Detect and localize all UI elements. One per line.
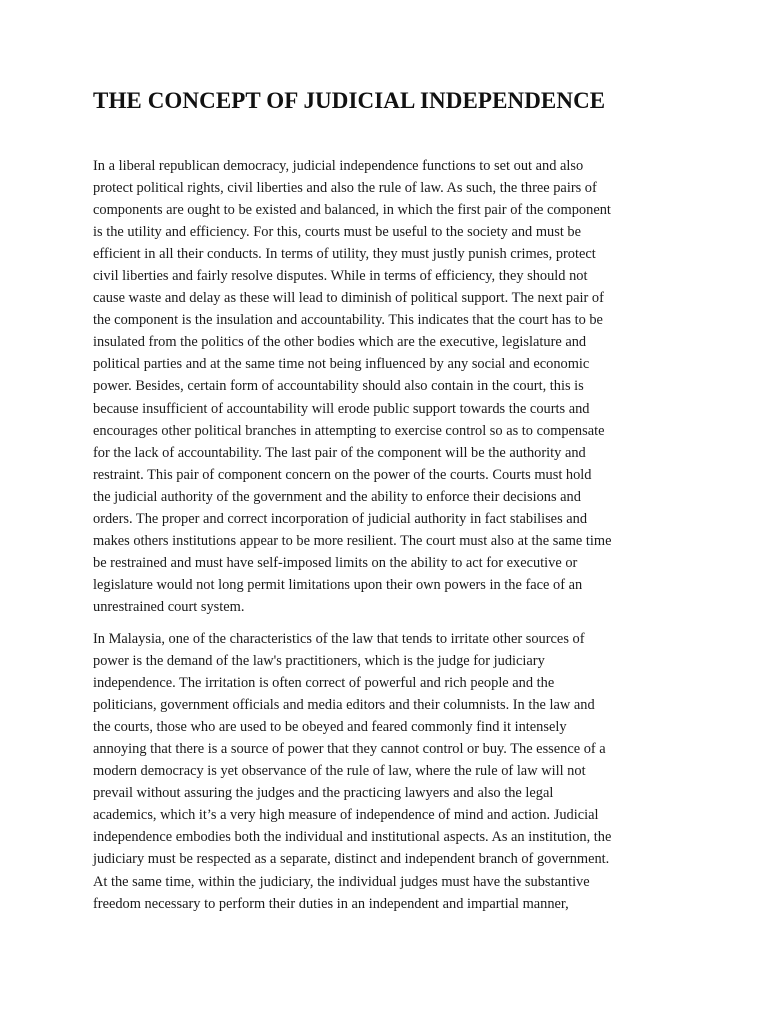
text-line: annoying that there is a source of power that they cannot control or buy. The essence of a (93, 741, 606, 758)
text-line: At the same time, within the judiciary, the individual judges must have the substantive (93, 873, 590, 890)
text-line: components are ought to be existed and balanced, in which the first pair of the component (93, 202, 611, 219)
text-line: insulated from the politics of the other bodies which are the executive, legislature and (93, 334, 587, 351)
text-line: for the lack of accountability. The last pair of the component will be the authority and (93, 444, 586, 461)
text-line: makes others institutions appear to be more resilient. The court must also at the same time (93, 532, 612, 549)
text-line: independence. The irritation is often correct of powerful and rich people and the (93, 675, 555, 692)
text-line: politicians, government officials and media editors and their columnists. In the law and (93, 697, 595, 714)
paragraph-judicial-independence-components (93, 155, 693, 618)
text-line: the component is the insulation and accountability. This indicates that the court has to be (93, 312, 603, 329)
text-line: efficient in all their conducts. In terms of utility, they must justly punish crimes, protect (93, 246, 596, 263)
text-line: freedom necessary to perform their duties in an independent and impartial manner, (93, 895, 569, 912)
text-line: independence embodies both the individual and institutional aspects. As an institution, the (93, 829, 612, 846)
text-line: restraint. This pair of component concern on the power of the courts. Courts must hold (93, 466, 592, 483)
text-line: the courts, those who are used to be obeyed and feared commonly find it intensely (93, 719, 567, 736)
text-line: prevail without assuring the judges and the practicing lawyers and also the legal (93, 785, 554, 802)
text-line: In a liberal republican democracy, judicial independence functions to set out and also (93, 158, 584, 174)
text-line: is the utility and efficiency. For this, courts must be useful to the society and must be (93, 224, 581, 241)
text-line: encourages other political branches in attempting to exercise control so as to compensate (93, 422, 605, 439)
text-line: In Malaysia, one of the characteristics of the law that tends to irritate other sources of (93, 631, 585, 647)
text-line: civil liberties and fairly resolve disputes. While in terms of efficiency, they should not (93, 268, 588, 285)
text-line: the judicial authority of the government and the ability to enforce their decisions and (93, 488, 581, 505)
text-line: legislature would not long permit limitations upon their own powers in the face of an (93, 576, 583, 593)
document-title: THE CONCEPT OF JUDICIAL INDEPENDENCE (93, 88, 606, 113)
text-line: orders. The proper and correct incorporation of judicial authority in fact stabilises and (93, 510, 588, 527)
text-line: political parties and at the same time not being influenced by any social and economic (93, 356, 590, 373)
text-line: be restrained and must have self-imposed limits on the ability to act for executive or (93, 554, 578, 571)
text-line: unrestrained court system. (93, 598, 245, 615)
text-line: modern democracy is yet observance of the rule of law, where the rule of law will not (93, 763, 586, 780)
text-line: protect political rights, civil liberties and also the rule of law. As such, the three pairs of (93, 180, 597, 197)
text-line: academics, which it’s a very high measure of independence of mind and action. Judicial (93, 807, 599, 824)
text-line: power. Besides, certain form of accountability should also contain in the court, this is (93, 378, 584, 395)
text-line: because insufficient of accountability will erode public support towards the courts and (93, 400, 590, 417)
text-line: cause waste and delay as these will lead to diminish of political support. The next pair of (93, 290, 604, 307)
text-line: power is the demand of the law's practitioners, which is the judge for judiciary (93, 653, 545, 670)
paragraph-malaysia-judiciary (93, 628, 693, 915)
text-line: judiciary must be respected as a separate, distinct and independent branch of government. (93, 851, 610, 868)
